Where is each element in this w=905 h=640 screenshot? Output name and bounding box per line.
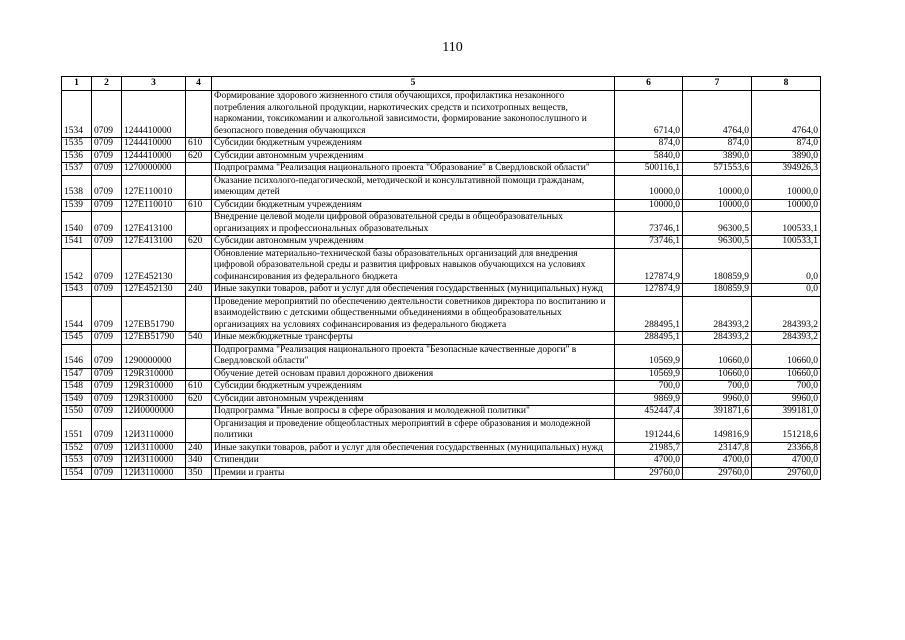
amount-col8-cell: 700,0 — [752, 381, 821, 394]
table-row — [62, 138, 821, 151]
row-number-cell: 1543 — [62, 284, 92, 297]
row-number-cell: 1539 — [62, 199, 92, 212]
amount-col7-cell: 10000,0 — [683, 199, 752, 212]
amount-col6-cell: 10000,0 — [615, 175, 683, 199]
amount-col7-cell: 700,0 — [683, 381, 752, 394]
item-name-cell: Иные закупки товаров, работ и услуг для обеспечения государственных (муниципальных) нужд — [212, 442, 615, 455]
target-code-cell: 1244410000 — [122, 138, 186, 151]
item-name-cell: Субсидии бюджетным учреждениям — [212, 138, 615, 151]
table-row — [62, 91, 821, 138]
column-header: 5 — [212, 77, 615, 91]
section-code-cell: 0709 — [92, 163, 122, 176]
item-name-cell: Формирование здорового жизненного стиля обучающихся, профилактика незаконного потребления алкогольной продукции, наркотических средств и психотропных веществ, наркомании, токсикомании и алкогольной зависимости, формирование законопослушного и безопасного поведения обучающихся — [212, 91, 615, 138]
section-code-cell: 0709 — [92, 442, 122, 455]
target-code-cell: 12И3110000 — [122, 455, 186, 468]
item-name-cell: Организация и проведение общеобластных мероприятий в сфере образования и молодежной политики — [212, 418, 615, 442]
table-row — [62, 406, 821, 419]
section-code-cell: 0709 — [92, 150, 122, 163]
amount-col6-cell: 9869,9 — [615, 393, 683, 406]
amount-col8-cell: 23366,8 — [752, 442, 821, 455]
section-code-cell: 0709 — [92, 284, 122, 297]
section-code-cell: 0709 — [92, 236, 122, 249]
table-row — [62, 393, 821, 406]
expense-type-cell — [186, 418, 212, 442]
amount-col7-cell: 180859,9 — [683, 248, 752, 284]
amount-col6-cell: 4700,0 — [615, 455, 683, 468]
table-row — [62, 368, 821, 381]
amount-col6-cell: 500116,1 — [615, 163, 683, 176]
row-number-cell: 1535 — [62, 138, 92, 151]
section-code-cell: 0709 — [92, 393, 122, 406]
target-code-cell: 127E452130 — [122, 248, 186, 284]
target-code-cell: 127E110010 — [122, 199, 186, 212]
expense-type-cell — [186, 344, 212, 368]
expense-type-cell: 620 — [186, 393, 212, 406]
expense-type-cell — [186, 212, 212, 236]
section-code-cell: 0709 — [92, 296, 122, 332]
table-row — [62, 296, 821, 332]
section-code-cell: 0709 — [92, 248, 122, 284]
expense-type-cell: 240 — [186, 284, 212, 297]
table-row — [62, 442, 821, 455]
column-header: 6 — [615, 77, 683, 91]
row-number-cell: 1540 — [62, 212, 92, 236]
amount-col6-cell: 73746,1 — [615, 212, 683, 236]
row-number-cell: 1538 — [62, 175, 92, 199]
table-row — [62, 212, 821, 236]
table-row — [62, 381, 821, 394]
amount-col8-cell: 29760,0 — [752, 467, 821, 480]
amount-col6-cell: 288495,1 — [615, 296, 683, 332]
row-number-cell: 1548 — [62, 381, 92, 394]
expense-type-cell: 240 — [186, 442, 212, 455]
expense-type-cell — [186, 163, 212, 176]
row-number-cell: 1536 — [62, 150, 92, 163]
table-row — [62, 150, 821, 163]
column-header: 7 — [683, 77, 752, 91]
item-name-cell: Обучение детей основам правил дорожного движения — [212, 368, 615, 381]
amount-col7-cell: 96300,5 — [683, 236, 752, 249]
amount-col7-cell: 180859,9 — [683, 284, 752, 297]
target-code-cell: 129R310000 — [122, 393, 186, 406]
amount-col7-cell: 10660,0 — [683, 344, 752, 368]
amount-col6-cell: 288495,1 — [615, 332, 683, 345]
amount-col6-cell: 10569,9 — [615, 344, 683, 368]
row-number-cell: 1537 — [62, 163, 92, 176]
budget-table — [61, 76, 821, 480]
row-number-cell: 1552 — [62, 442, 92, 455]
row-number-cell: 1545 — [62, 332, 92, 345]
amount-col8-cell: 10660,0 — [752, 368, 821, 381]
target-code-cell: 127E413100 — [122, 212, 186, 236]
expense-type-cell — [186, 175, 212, 199]
amount-col8-cell: 874,0 — [752, 138, 821, 151]
amount-col6-cell: 127874,9 — [615, 284, 683, 297]
table-row — [62, 248, 821, 284]
expense-type-cell: 540 — [186, 332, 212, 345]
item-name-cell: Субсидии автономным учреждениям — [212, 236, 615, 249]
amount-col7-cell: 571553,6 — [683, 163, 752, 176]
column-header: 8 — [752, 77, 821, 91]
expense-type-cell: 340 — [186, 455, 212, 468]
expense-type-cell: 610 — [186, 199, 212, 212]
row-number-cell: 1544 — [62, 296, 92, 332]
amount-col6-cell: 29760,0 — [615, 467, 683, 480]
table-row — [62, 236, 821, 249]
amount-col8-cell: 3890,0 — [752, 150, 821, 163]
amount-col6-cell: 73746,1 — [615, 236, 683, 249]
section-code-cell: 0709 — [92, 344, 122, 368]
target-code-cell: 12И3110000 — [122, 418, 186, 442]
target-code-cell: 127E110010 — [122, 175, 186, 199]
row-number-cell: 1542 — [62, 248, 92, 284]
section-code-cell: 0709 — [92, 91, 122, 138]
section-code-cell: 0709 — [92, 199, 122, 212]
amount-col7-cell: 9960,0 — [683, 393, 752, 406]
amount-col8-cell: 4764,0 — [752, 91, 821, 138]
amount-col7-cell: 29760,0 — [683, 467, 752, 480]
amount-col6-cell: 874,0 — [615, 138, 683, 151]
item-name-cell: Премии и гранты — [212, 467, 615, 480]
amount-col7-cell: 10000,0 — [683, 175, 752, 199]
target-code-cell: 1270000000 — [122, 163, 186, 176]
column-header: 3 — [122, 77, 186, 91]
expense-type-cell: 610 — [186, 381, 212, 394]
item-name-cell: Субсидии автономным учреждениям — [212, 393, 615, 406]
section-code-cell: 0709 — [92, 418, 122, 442]
expense-type-cell — [186, 296, 212, 332]
row-number-cell: 1534 — [62, 91, 92, 138]
amount-col7-cell: 4700,0 — [683, 455, 752, 468]
amount-col8-cell: 0,0 — [752, 248, 821, 284]
amount-col7-cell: 149816,9 — [683, 418, 752, 442]
section-code-cell: 0709 — [92, 406, 122, 419]
expense-type-cell — [186, 91, 212, 138]
section-code-cell: 0709 — [92, 212, 122, 236]
expense-type-cell: 620 — [186, 150, 212, 163]
row-number-cell: 1554 — [62, 467, 92, 480]
expense-type-cell: 620 — [186, 236, 212, 249]
amount-col8-cell: 151218,6 — [752, 418, 821, 442]
table-row — [62, 418, 821, 442]
table-row — [62, 455, 821, 468]
target-code-cell: 12И0000000 — [122, 406, 186, 419]
item-name-cell: Подпрограмма "Реализация национального проекта "Образование" в Свердловской области" — [212, 163, 615, 176]
item-name-cell: Иные закупки товаров, работ и услуг для обеспечения государственных (муниципальных) нужд — [212, 284, 615, 297]
row-number-cell: 1553 — [62, 455, 92, 468]
item-name-cell: Стипендии — [212, 455, 615, 468]
amount-col7-cell: 874,0 — [683, 138, 752, 151]
table-body — [62, 91, 821, 480]
table-row — [62, 199, 821, 212]
row-number-cell: 1547 — [62, 368, 92, 381]
amount-col6-cell: 452447,4 — [615, 406, 683, 419]
amount-col7-cell: 4764,0 — [683, 91, 752, 138]
item-name-cell: Субсидии бюджетным учреждениям — [212, 381, 615, 394]
amount-col6-cell: 6714,0 — [615, 91, 683, 138]
item-name-cell: Оказание психолого-педагогической, методической и консультативной помощи гражданам, имеющим детей — [212, 175, 615, 199]
amount-col6-cell: 21985,7 — [615, 442, 683, 455]
item-name-cell: Внедрение целевой модели цифровой образовательной среды в общеобразовательных организациях и профессиональных образовательных — [212, 212, 615, 236]
expense-type-cell — [186, 248, 212, 284]
target-code-cell: 129R310000 — [122, 368, 186, 381]
amount-col8-cell: 394926,3 — [752, 163, 821, 176]
amount-col6-cell: 10569,9 — [615, 368, 683, 381]
table-row — [62, 163, 821, 176]
table-row — [62, 344, 821, 368]
column-header: 2 — [92, 77, 122, 91]
amount-col6-cell: 5840,0 — [615, 150, 683, 163]
amount-col6-cell: 700,0 — [615, 381, 683, 394]
target-code-cell: 1290000000 — [122, 344, 186, 368]
section-code-cell: 0709 — [92, 175, 122, 199]
table-row — [62, 175, 821, 199]
amount-col8-cell: 9960,0 — [752, 393, 821, 406]
expense-type-cell: 610 — [186, 138, 212, 151]
amount-col8-cell: 4700,0 — [752, 455, 821, 468]
item-name-cell: Проведение мероприятий по обеспечению деятельности советников директора по воспитанию и взаимодействию с детскими общественными объединениями в общеобразовательных организациях на условиях софинансирования из федерального бюджета — [212, 296, 615, 332]
amount-col6-cell: 191244,6 — [615, 418, 683, 442]
target-code-cell: 127E413100 — [122, 236, 186, 249]
section-code-cell: 0709 — [92, 368, 122, 381]
amount-col7-cell: 391871,6 — [683, 406, 752, 419]
table-row — [62, 467, 821, 480]
item-name-cell: Обновление материально-технической базы образовательных организаций для внедрения цифровой образовательной среды и развития цифровых навыков обучающихся на условиях софинансирования из федерального бюджета — [212, 248, 615, 284]
amount-col8-cell: 284393,2 — [752, 332, 821, 345]
section-code-cell: 0709 — [92, 455, 122, 468]
amount-col6-cell: 10000,0 — [615, 199, 683, 212]
section-code-cell: 0709 — [92, 467, 122, 480]
amount-col8-cell: 10000,0 — [752, 199, 821, 212]
column-header: 1 — [62, 77, 92, 91]
item-name-cell: Подпрограмма "Реализация национального проекта "Безопасные качественные дороги" в Свердловской области" — [212, 344, 615, 368]
expense-type-cell — [186, 368, 212, 381]
target-code-cell: 1244410000 — [122, 150, 186, 163]
target-code-cell: 129R310000 — [122, 381, 186, 394]
table-row — [62, 332, 821, 345]
target-code-cell: 127E452130 — [122, 284, 186, 297]
amount-col7-cell: 284393,2 — [683, 332, 752, 345]
item-name-cell: Субсидии автономным учреждениям — [212, 150, 615, 163]
amount-col8-cell: 399181,0 — [752, 406, 821, 419]
amount-col7-cell: 284393,2 — [683, 296, 752, 332]
item-name-cell: Подпрограмма "Иные вопросы в сфере образования и молодежной политики" — [212, 406, 615, 419]
amount-col6-cell: 127874,9 — [615, 248, 683, 284]
target-code-cell: 12И3110000 — [122, 442, 186, 455]
section-code-cell: 0709 — [92, 138, 122, 151]
amount-col8-cell: 0,0 — [752, 284, 821, 297]
target-code-cell: 127EB51790 — [122, 296, 186, 332]
target-code-cell: 12И3110000 — [122, 467, 186, 480]
amount-col8-cell: 100533,1 — [752, 212, 821, 236]
target-code-cell: 127EB51790 — [122, 332, 186, 345]
row-number-cell: 1541 — [62, 236, 92, 249]
column-header: 4 — [186, 77, 212, 91]
section-code-cell: 0709 — [92, 381, 122, 394]
item-name-cell: Субсидии бюджетным учреждениям — [212, 199, 615, 212]
header-row — [62, 77, 821, 91]
item-name-cell: Иные межбюджетные трансферты — [212, 332, 615, 345]
target-code-cell: 1244410000 — [122, 91, 186, 138]
expense-type-cell — [186, 406, 212, 419]
amount-col8-cell: 284393,2 — [752, 296, 821, 332]
amount-col8-cell: 10000,0 — [752, 175, 821, 199]
amount-col8-cell: 100533,1 — [752, 236, 821, 249]
section-code-cell: 0709 — [92, 332, 122, 345]
row-number-cell: 1549 — [62, 393, 92, 406]
amount-col7-cell: 10660,0 — [683, 368, 752, 381]
row-number-cell: 1546 — [62, 344, 92, 368]
amount-col7-cell: 96300,5 — [683, 212, 752, 236]
page-number: 110 — [442, 40, 463, 55]
expense-type-cell: 350 — [186, 467, 212, 480]
amount-col7-cell: 3890,0 — [683, 150, 752, 163]
row-number-cell: 1550 — [62, 406, 92, 419]
row-number-cell: 1551 — [62, 418, 92, 442]
table-row — [62, 284, 821, 297]
amount-col8-cell: 10660,0 — [752, 344, 821, 368]
amount-col7-cell: 23147,8 — [683, 442, 752, 455]
